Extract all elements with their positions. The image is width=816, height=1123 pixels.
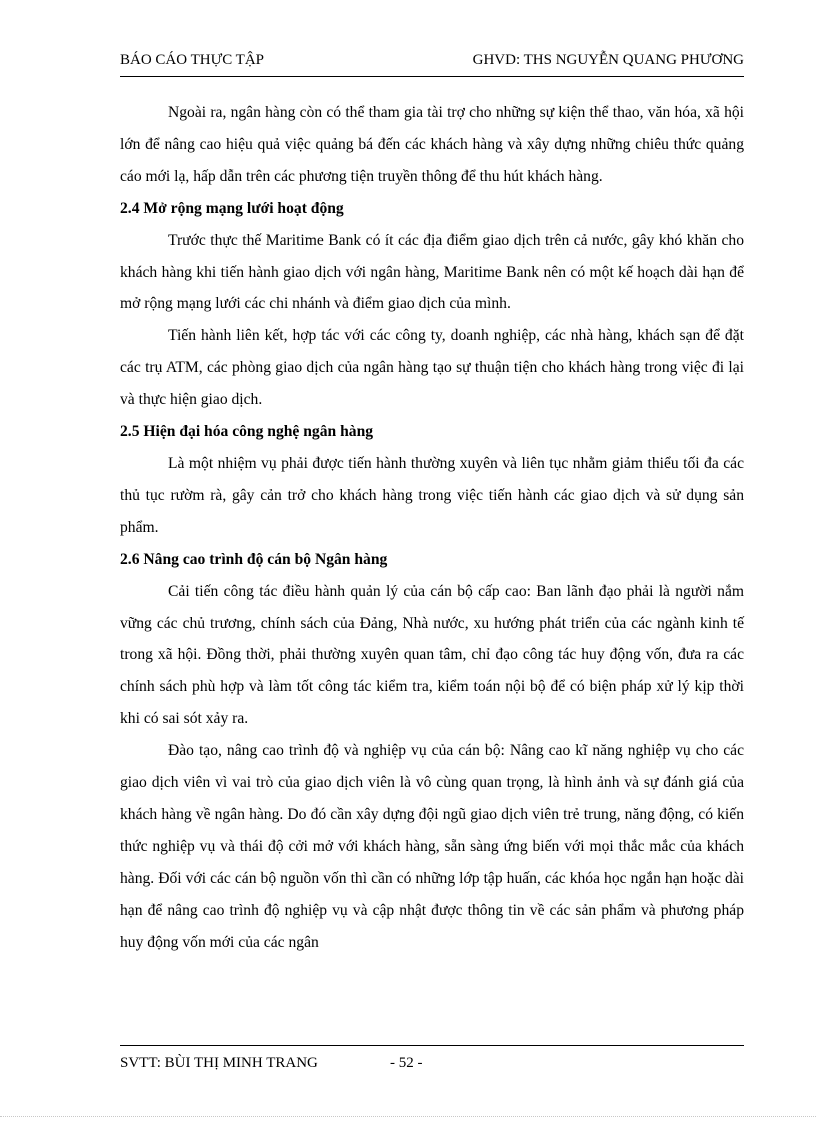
paragraph-2-6-1: Cải tiến công tác điều hành quản lý của cán bộ cấp cao: Ban lãnh đạo phải là người nắm vững các chủ trương, chính sách của Đảng, Nhà nước, xu hướng phát triển của các ngành kinh tế trong xã hội. Đồng thời, phải thường xuyên quan tâm, chỉ đạo công tác huy động vốn, đưa ra các chính sách phù hợp và làm tốt công tác kiểm tra, kiểm toán nội bộ để có biện pháp xử lý kịp thời khi có sai sót xảy ra. (120, 582, 744, 728)
report-title: BÁO CÁO THỰC TẬP (120, 52, 265, 68)
page-header (120, 52, 744, 77)
paragraph-2-4-2: Tiến hành liên kết, hợp tác với các công ty, doanh nghiệp, các nhà hàng, khách sạn để đặt các trụ ATM, các phòng giao dịch của ngân hàng tạo sự thuận tiện cho khách hàng trong việc đi lại và thực hiện giao dịch. (120, 327, 744, 409)
advisor-name: GHVD: THS NGUYỄN QUANG PHƯƠNG (472, 52, 744, 68)
paragraph-2-6-2: Đào tạo, nâng cao trình độ và nghiệp vụ của cán bộ: Nâng cao kĩ năng nghiệp vụ cho các giao dịch viên vì vai trò của giao dịch viên là vô cùng quan trọng, là hình ảnh và sự đánh giá của khách hàng về ngân hàng. Do đó cần xây dựng đội ngũ giao dịch viên trẻ trung, năng động, có kiến thức nghiệp vụ và thái độ cởi mở với khách hàng, sẵn sàng ứng biến với mọi thắc mắc của khách hàng. Đối với các cán bộ nguồn vốn thì cần có những lớp tập huấn, các khóa học ngắn hạn hoặc dài hạn để nâng cao trình độ nghiệp vụ và cập nhật được thông tin về các sản phẩm và phương pháp huy động vốn mới của các ngân (120, 742, 744, 951)
page-number: - 52 - (390, 1055, 423, 1071)
heading-2-5: 2.5 Hiện đại hóa công nghệ ngân hàng (120, 423, 374, 441)
paragraph-2-5-1: Là một nhiệm vụ phải được tiến hành thường xuyên và liên tục nhằm giảm thiểu tối đa các thủ tục rườm rà, gây cản trở cho khách hàng trong việc tiến hành các giao dịch và sử dụng sản phẩm. (120, 454, 744, 536)
student-name: SVTT: BÙI THỊ MINH TRANG (120, 1055, 318, 1071)
heading-2-6: 2.6 Nâng cao trình độ cán bộ Ngân hàng (120, 550, 388, 568)
paragraph-2-4-1: Trước thực thế Maritime Bank có ít các địa điểm giao dịch trên cả nước, gây khó khăn cho khách hàng khi tiến hành giao dịch với ngân hàng, Maritime Bank nên có một kế hoạch dài hạn để mở rộng mạng lưới các chi nhánh và điểm giao dịch của mình. (120, 231, 744, 313)
document-body (120, 97, 744, 958)
page-footer (120, 1045, 744, 1074)
heading-2-4: 2.4 Mở rộng mạng lưới hoạt động (120, 199, 344, 217)
paragraph-intro: Ngoài ra, ngân hàng còn có thể tham gia tài trợ cho những sự kiện thể thao, văn hóa, xã hội lớn để nâng cao hiệu quả việc quảng bá đến các khách hàng và xây dựng những chiêu thức quảng cáo mới lạ, hấp dẫn trên các phương tiện truyền thông để thu hút khách hàng. (120, 104, 744, 185)
page-break-line (0, 1116, 816, 1117)
